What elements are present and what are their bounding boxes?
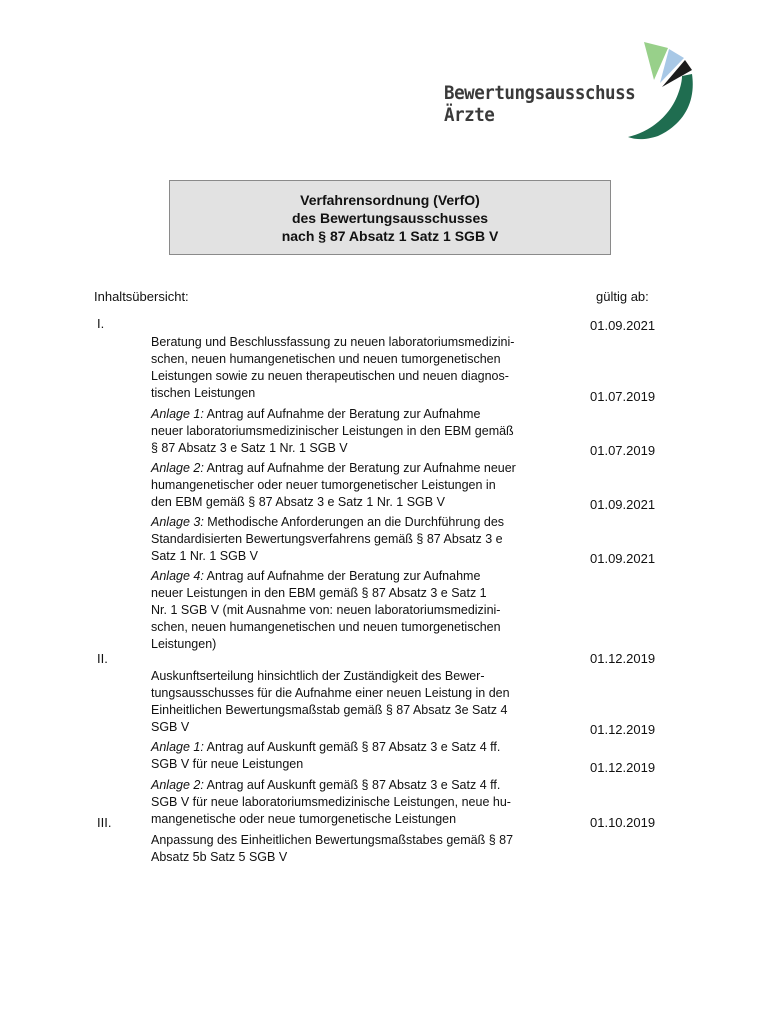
entry-text: Methodische Anforderungen an die Durchführung des Standardisierten Bewertungsverfahrens gemäß § 87 Absatz 3 e Satz 1 Nr. 1 SGB V — [151, 515, 505, 563]
entry-lead: Anlage 4: — [151, 569, 204, 583]
entry-date: 01.09.2021 — [590, 551, 656, 566]
entry-lead: Anlage 1: — [151, 407, 204, 421]
entry-text: Antrag auf Aufnahme der Beratung zur Aufnahme neuer humangenetischer oder neuer tumorgenetischer Leistungen in den EBM gemäß § 87 Absatz 3 e Satz 1 Nr. 1 SGB V — [151, 461, 516, 509]
entry-date: 01.12.2019 — [590, 760, 656, 775]
logo-line-1: Bewertungsausschuss — [444, 82, 636, 104]
valid-from-header: gültig ab: — [596, 289, 649, 304]
logo-line-2: Ärzte — [444, 104, 495, 126]
entry-text: Antrag auf Aufnahme der Beratung zur Aufnahme neuer Leistungen in den EBM gemäß § 87 Absatz 3 e Satz 1 Nr. 1 SGB V (mit Ausnahme von: neuen laboratoriumsmedizini- schen, neuen humangenetischen und neuen tumorgenetischen Leistungen) — [151, 569, 501, 651]
title-line-2: des Bewertungsausschusses — [291, 209, 489, 226]
title-line-3: nach § 87 Absatz 1 Satz 1 SGB V — [281, 227, 499, 244]
entry-date: 01.09.2021 — [590, 318, 656, 333]
entry-text: Beratung und Beschlussfassung zu neuen laboratoriumsmedizini- schen, neuen humangenetischen und neuen tumorgenetischen Leistungen sowie zu neuen therapeutischen und neuen diagnos- tischen Leistungen — [151, 335, 515, 400]
toc-entry — [151, 551, 571, 653]
section-number: II. — [97, 651, 108, 666]
entry-date: 01.12.2019 — [590, 651, 656, 666]
entry-lead: Anlage 2: — [151, 778, 204, 792]
entry-date: 01.07.2019 — [590, 389, 656, 404]
toc-entry — [151, 815, 571, 866]
section-number: III. — [97, 815, 112, 830]
entry-date: 01.12.2019 — [590, 722, 656, 737]
entry-date: 01.07.2019 — [590, 443, 656, 458]
entry-lead: Anlage 2: — [151, 461, 204, 475]
entry-lead: Anlage 3: — [151, 515, 204, 529]
entry-date: 01.09.2021 — [590, 497, 656, 512]
entry-text: Anpassung des Einheitlichen Bewertungsmaßstabes gemäß § 87 Absatz 5b Satz 5 SGB V — [151, 833, 514, 864]
logo-emblem-icon — [600, 40, 700, 144]
entry-text: Antrag auf Auskunft gemäß § 87 Absatz 3 e Satz 4 ff. SGB V für neue Leistungen — [151, 740, 501, 771]
section-number: I. — [97, 316, 105, 331]
title-box — [169, 180, 611, 255]
entry-text: Auskunftserteilung hinsichtlich der Zuständigkeit des Bewer- tungsausschusses für die Aufnahme einer neuen Leistung in den Einheitlichen Bewertungsmaßstab gemäß § 87 Absatz 3e Satz 4 SGB V — [151, 669, 510, 734]
title-line-1: Verfahrensordnung (VerfO) — [300, 191, 480, 208]
entry-lead: Anlage 1: — [151, 740, 204, 754]
entry-date: 01.10.2019 — [590, 815, 656, 830]
entry-text: Antrag auf Auskunft gemäß § 87 Absatz 3 e Satz 4 ff. SGB V für neue laboratoriumsmedizinische Leistungen, neue hu- mangenetische oder neue tumorgenetische Leistungen — [151, 778, 511, 826]
entry-text: Antrag auf Aufnahme der Beratung zur Aufnahme neuer laboratoriumsmedizinischer Leistungen in den EBM gemäß § 87 Absatz 3 e Satz 1 Nr. 1 SGB V — [151, 407, 514, 455]
toc-header: Inhaltsübersicht: — [94, 289, 189, 304]
logo — [440, 40, 700, 144]
